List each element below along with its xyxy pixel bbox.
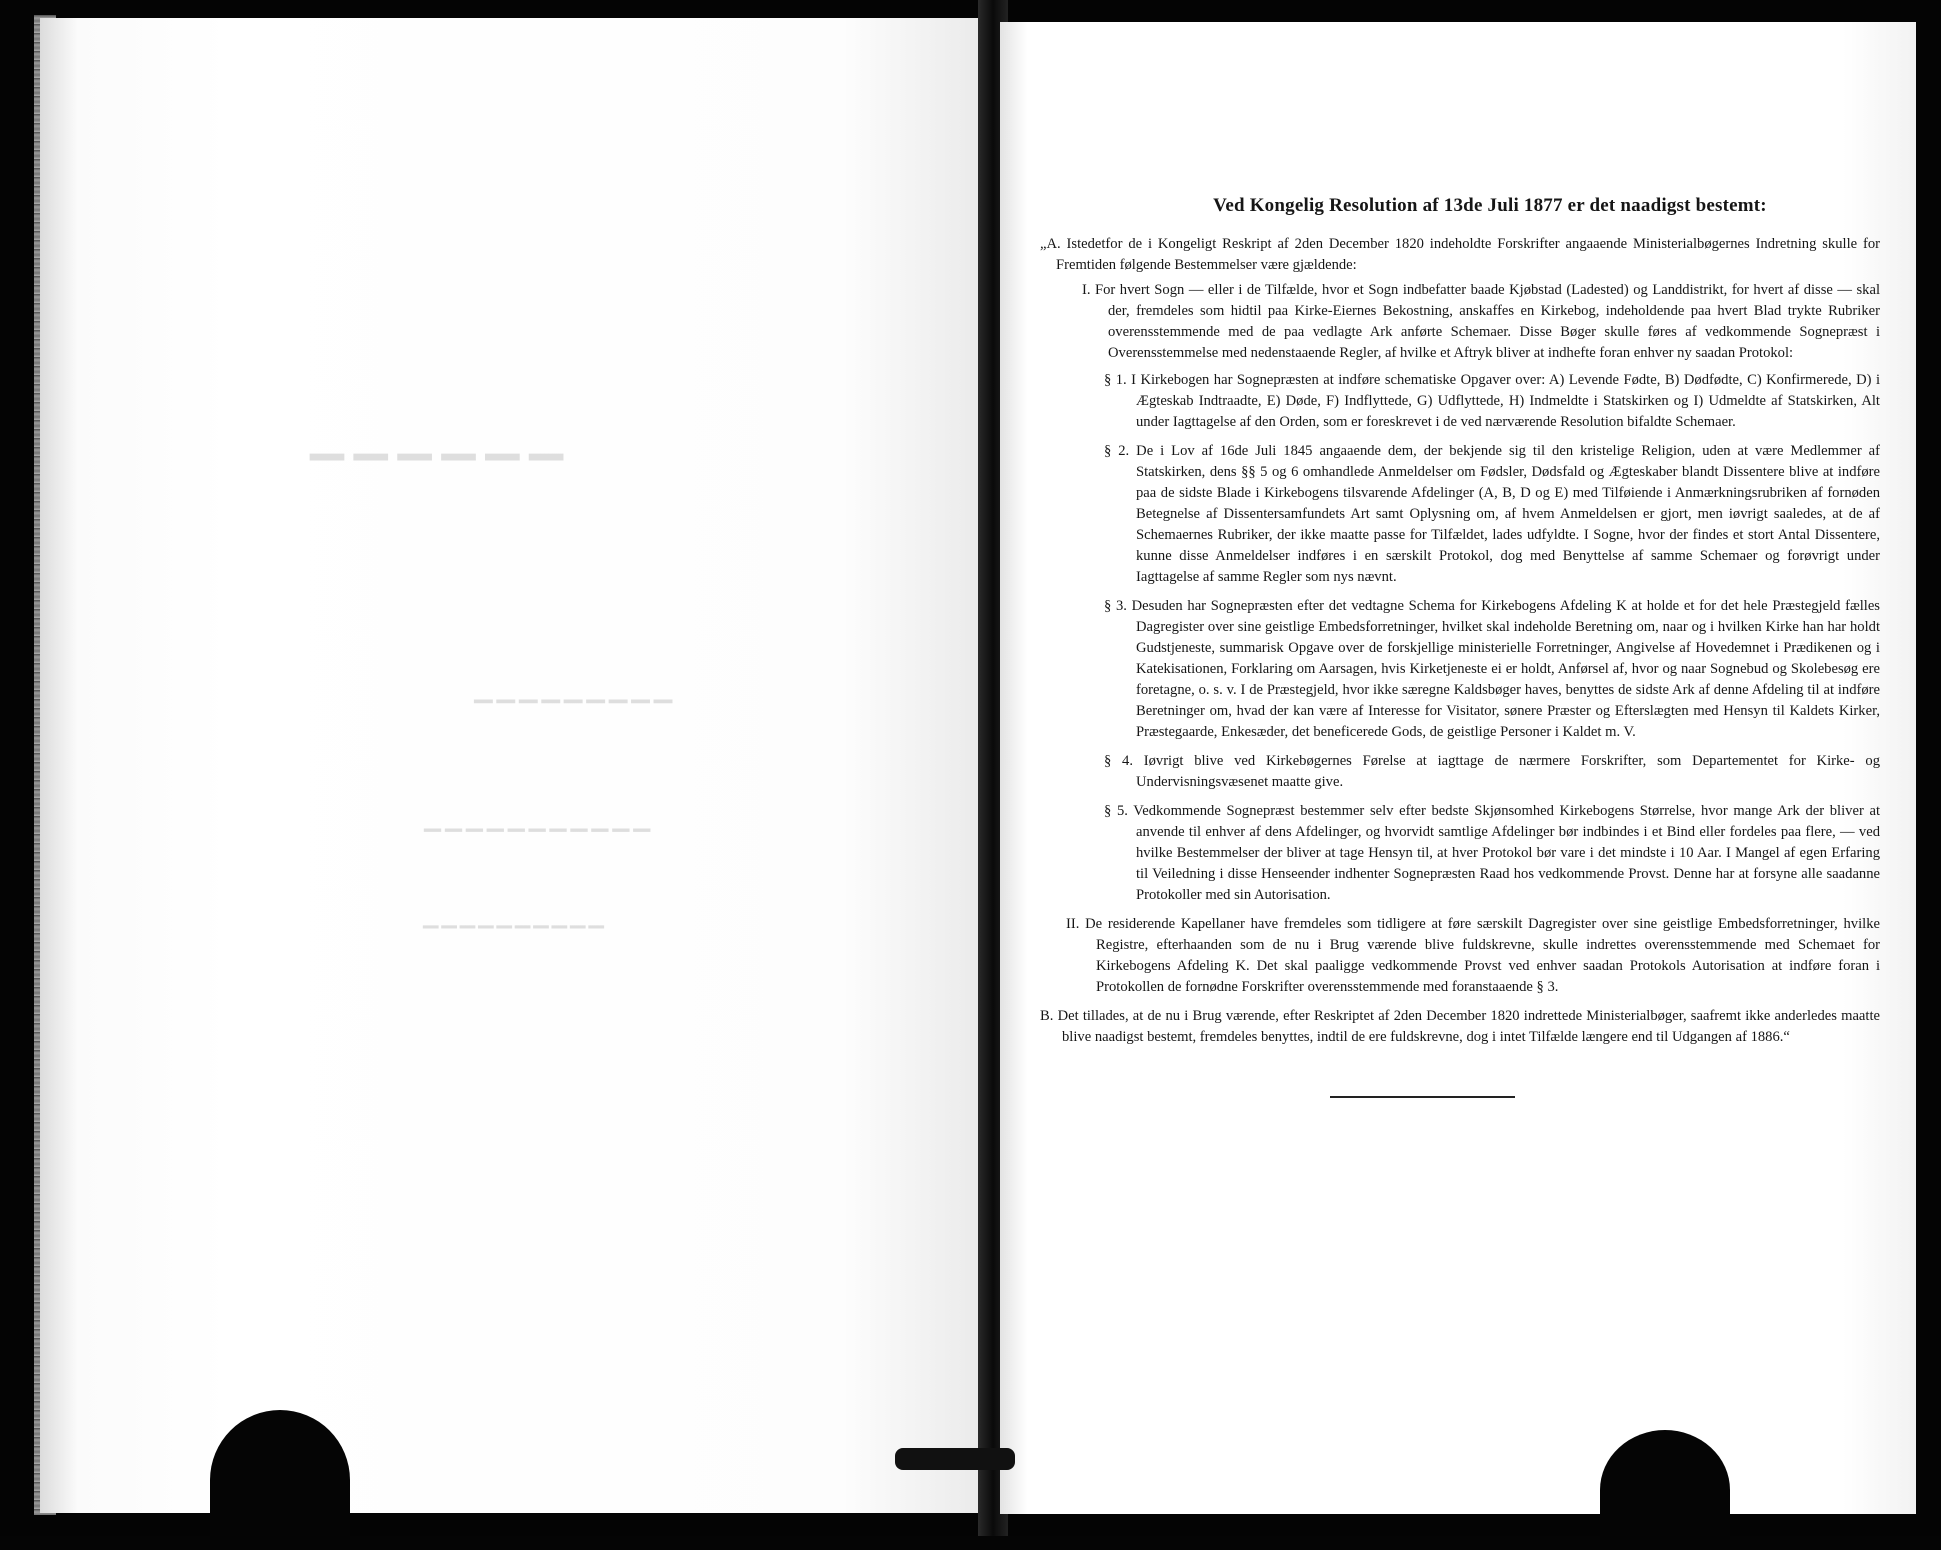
thumb-shadow [210,1410,350,1550]
paragraph-ii: II. De residerende Kapellaner have fremdeles som tidligere at føre særskilt Dagregister over sine geistlige Embedsforretninger, hvilke Registre, efterhaanden som de nu i Brug værende blive fuldskrevne, skulle indrettes overensstemmende med Schemaet for Kirkebogens Afdeling K. Det skal paaligge vedkommende Provst ved enhver saadan Protokols Autorisation at indføre foran i Protokollen de fornødne Forskrifter overensstemmende med foranstaaende § 3. [1066,916,1880,995]
section-2: § 2. De i Lov af 16de Juli 1845 angaaende dem, der bekjende sig til den kristelige Religion, uden at være Medlemmer af Statskirken, dens §§ 5 og 6 omhandlede Anmeldelser om Fødsler, Dødsfald og Ægteskaber blandt Dissentere blive at indføre paa de sidste Blade i Kirkebogens tilsvarende Afdelinger (A, B, D og E) med Tilføiende i Anmærkningsrubriken af fornøden Betegnelse af Dissentersamfundets Art samt Oplysning om, af hvem Anmeldelsen er gjort, men iøvrigt saaledes, at de af Schemaernes Rubriker, der ikke maatte passe for Tilfældet, lades udfyldte. I Sogne, hvor der findes et stort Antal Dissentere, kunne disse Anmeldelser indføres i en særskilt Protokol, dog med Benyttelse af samme Schemaer og forøvrigt under Iagttagelse af samme Regler som nys nævnt. [1104,443,1880,585]
section-3: § 3. Desuden har Sognepræsten efter det vedtagne Schema for Kirkebogens Afdeling K at holde et for det hele Præstegjeld fælles Dagregister over sine geistlige Embedsforretninger, hvilket skal indeholde Beretning om, naar og i hvilken Kirke han har holdt Gudstjeneste, summarisk Opgave over de forskjellige ministerielle Forretninger, Angivelse af Hovedemnet i Prædikenen og i Katekisationen, Forklaring om Aarsagen, hvis Kirketjeneste ei er holdt, Anførsel af, hvor og naar Sognebud og Skolebesøg ere foretagne, o. s. v. I de Præstegjeld, hvor ikke særegne Kaldsbøger haves, benyttes de sidste Ark af denne Afdeling til at indføre Beretninger om, hvad der kan være af Interesse for Visitator, sønere Præster og Efterslægten med Hensyn til Kaldets Kirker, Præstegaarde, Enkesæder, det beneficerede Gods, de geistlige Personer i Kaldet m. V. [1104,598,1880,740]
document-title: Ved Kongelig Resolution af 13de Juli 1877 er det naadigst bestemt: [1213,195,1767,216]
thumb-shadow [1600,1430,1730,1550]
section-4: § 4. Iøvrigt blive ved Kirkebøgernes Førelse at iagttage de nærmere Forskrifter, som Departementet for Kirke- og Undervisningsvæsenet maatte give. [1104,753,1880,790]
binding-clip [895,1448,1015,1470]
section-5: § 5. Vedkommende Sognepræst bestemmer selv efter bedste Skjønsomhed Kirkebogens Størrelse, hvor mange Ark der bliver at anvende til enhver af dens Afdelinger, og hvorvidt samtlige Afdelinger bør indbindes i et Bind eller fordeles paa flere, — ved hvilke Bestemmelser der bliver at tage Hensyn til, at hver Protokol bør vare i det mindste i 10 Aar. I Mangel af egen Erfaring til Veiledning i disse Henseender indhenter Sognepræsten Raad hos vedkommende Provst. Denne har at forsyne alle saadanne Protokoller med sin Autorisation. [1104,803,1880,903]
section-1: § 1. I Kirkebogen har Sognepræsten at indføre schematiske Opgaver over: A) Levende Fødte, B) Dødfødte, C) Konfirmerede, D) i Ægteskab Indtraadte, E) Døde, F) Indflyttede, G) Udflyttede, H) Indmeldte i Statskirken og I) Udmeldte af Statskirken, Alt under Iagttagelse af den Orden, som er foreskrevet i de ved nærværende Resolution bifaldte Schemaer. [1104,372,1880,430]
paragraph-a: „A. Istedetfor de i Kongeligt Reskript af 2den December 1820 indeholdte Forskrifter angaaende Ministerialbøgernes Indretning skulle for Fremtiden følgende Bestemmelser være gjældende: [1040,236,1880,273]
paragraph-i: I. For hvert Sogn — eller i de Tilfælde, hvor et Sogn indbefatter baade Kjøbstad (Ladested) og Landdistrikt, for hvert af disse — skal der, fremdeles som hidtil paa Kirke-Eiernes Bekostning, anskaffes en Kirkebog, indeholdende paa hvert Blad trykte Rubriker overensstemmende med de paa vedlagte Ark anførte Schemaer. Disse Bøger skulle føres af vedkommende Sognepræst i Overensstemmelse med nedenstaaende Regler, af hvilke et Aftryk bliver at indhefte foran enhver ny saadan Protokol: [1082,282,1880,361]
left-page [40,18,985,1513]
paragraph-b: B. Det tillades, at de nu i Brug værende, efter Reskriptet af 2den December 1820 indrettede Ministerialbøger, saafremt ikke anderledes maatte blive naadigst bestemt, fremdeles benyttes, indtil de ere fuldskrevne, dog i intet Tilfælde længere end til Udgangen af 1886.“ [1040,1008,1880,1045]
show-through-text: ▔▔▔▔▔▔▔▔▔▔ [420,925,604,949]
resolution-text [1040,195,1880,1098]
closing-rule [1330,1096,1515,1098]
show-through-text: ▔▔▔▔▔▔▔▔▔▔▔ [420,830,651,855]
show-through-text: ▔▔▔▔▔▔▔▔▔ [470,700,673,728]
show-through-text: ▔▔▔▔▔▔ [300,455,564,506]
